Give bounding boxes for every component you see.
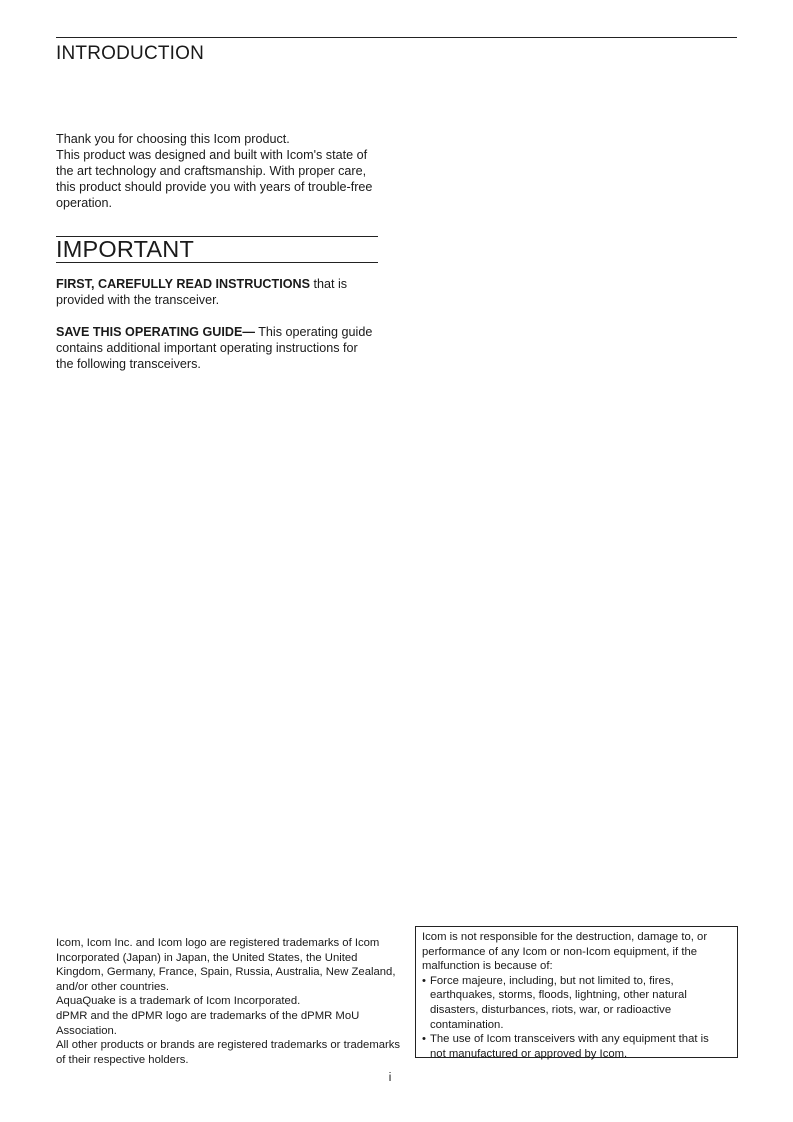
- disclaimer-list: [422, 974, 727, 1062]
- header-rule: [56, 37, 737, 38]
- disclaimer-item-text: The use of Icom transceivers with any equipment that is not manufactured or approved by Icom.: [430, 1033, 709, 1060]
- bullet-icon: •: [422, 1033, 426, 1046]
- trademark-line: AquaQuake is a trademark of Icom Incorporated.: [56, 995, 301, 1008]
- important-rule-bottom: [56, 262, 378, 263]
- paragraph-lead: FIRST, CAREFULLY READ INSTRUCTIONS: [56, 277, 310, 291]
- trademark-line: dPMR and the dPMR logo are trademarks of the dPMR MoU Association.: [56, 1009, 360, 1037]
- disclaimer-item: [422, 1032, 727, 1061]
- disclaimer-item: [422, 974, 727, 1032]
- paragraph-text: that is provided with the transceiver.: [56, 277, 348, 307]
- intro-line: This product was designed and built with Icom's state of the art technology and craftsmanship. With proper care, this product should provide you with years of trouble-free operation.: [56, 148, 373, 210]
- disclaimer-intro: Icom is not responsible for the destruction, damage to, or performance of any Icom or non-Icom equipment, if the malfunction is because of:: [422, 931, 708, 973]
- trademark-line: Icom, Icom Inc. and Icom logo are registered trademarks of Icom Incorporated (Japan) in Japan, the United States, the United Kingdom, Germany, France, Spain, Russia, Australia, New Zealand, and/or other countries.: [56, 937, 396, 993]
- read-instructions-paragraph: [56, 276, 378, 308]
- bullet-icon: •: [422, 974, 426, 987]
- paragraph-text: This operating guide contains additional important operating instructions for the following transceivers.: [56, 325, 373, 371]
- paragraph-lead: SAVE THIS OPERATING GUIDE—: [56, 325, 255, 339]
- disclaimer-box: [415, 926, 738, 1058]
- page-title: INTRODUCTION: [56, 43, 205, 64]
- save-guide-paragraph: [56, 324, 378, 372]
- intro-section: [56, 131, 386, 211]
- intro-line: Thank you for choosing this Icom product.: [56, 132, 290, 146]
- important-heading: IMPORTANT: [56, 236, 195, 262]
- trademark-line: All other products or brands are registered trademarks or trademarks of their respective holders.: [56, 1039, 401, 1066]
- disclaimer-item-text: Force majeure, including, but not limited to, fires, earthquakes, storms, floods, lightning, other natural disasters, disturbances, riots, war, or radioactive contamination.: [430, 974, 687, 1031]
- trademark-notice: [56, 936, 401, 1067]
- page-number: i: [388, 1072, 392, 1084]
